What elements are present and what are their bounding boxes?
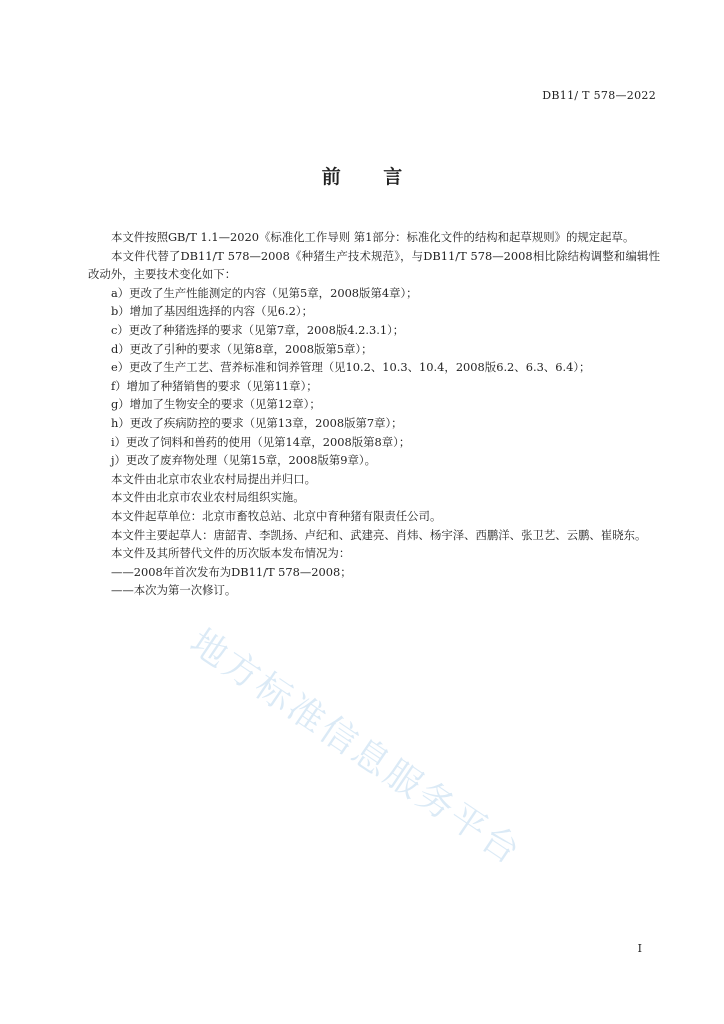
change-item: j）更改了废弃物处理（见第15章，2008版第9章）。 [111, 453, 376, 468]
change-item: a）更改了生产性能测定的内容（见第5章，2008版第4章）； [111, 285, 418, 300]
document-body [88, 228, 660, 600]
change-item: b）增加了基因组选择的内容（见6.2）； [111, 304, 313, 319]
change-item: f）增加了种猪销售的要求（见第11章）； [111, 378, 318, 393]
history-item: ——本次为第一次修订。 [111, 583, 237, 598]
watermark: 地方标准信息服务平台 [182, 621, 529, 874]
change-item: c）更改了种猪选择的要求（见第7章，2008版4.2.3.1）； [111, 322, 405, 337]
statement-drafters: 本文件主要起草人：唐韶青、李凯扬、卢纪和、武建亮、肖炜、杨宇泽、西鹏洋、张卫艺、云鹏、崔晓东。 [111, 527, 647, 542]
change-item: d）更改了引种的要求（见第8章，2008版第5章）； [111, 341, 373, 356]
page-title: 前 言 [321, 166, 421, 188]
statement-implementer: 本文件由北京市农业农村局组织实施。 [111, 490, 305, 505]
statement-history-intro: 本文件及其所替代文件的历次版本发布情况为： [111, 546, 351, 561]
page-number: I [637, 942, 642, 955]
history-item: ——2008年首次发布为DB11/T 578—2008； [111, 564, 352, 579]
statement-proposer: 本文件由北京市农业农村局提出并归口。 [111, 471, 317, 486]
statement-drafting-units: 本文件起草单位：北京市畜牧总站、北京中育种猪有限责任公司。 [111, 508, 442, 523]
change-item: h）更改了疾病防控的要求（见第13章，2008版第7章）； [111, 415, 403, 430]
change-item: g）增加了生物安全的要求（见第12章）； [111, 397, 321, 412]
document-code: DB11/ T 578—2022 [542, 89, 656, 102]
paragraph-replacement: 本文件代替了DB11/T 578—2008《种猪生产技术规范》，与DB11/T 578—2008相比除结构调整和编辑性改动外，主要技术变化如下： [88, 248, 660, 282]
paragraph-drafting-rules: 本文件按照GB/T 1.1—2020《标准化工作导则 第1部分：标准化文件的结构和起草规则》的规定起草。 [111, 230, 635, 244]
change-item: i）更改了饲料和兽药的使用（见第14章，2008版第8章）； [111, 434, 411, 449]
change-item: e）更改了生产工艺、营养标准和饲养管理（见10.2、10.3、10.4，2008版6.2、6.3、6.4）； [111, 360, 591, 375]
